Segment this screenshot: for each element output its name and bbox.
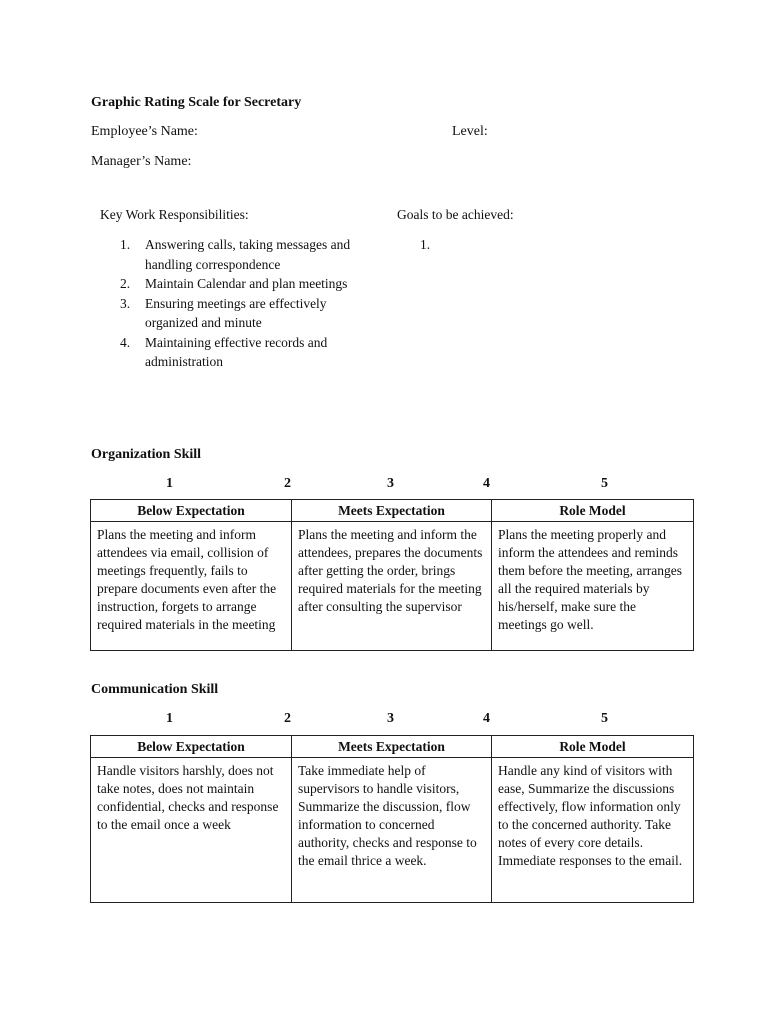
cell-meets-expectation: Take immediate help of supervisors to handle visitors, Summarize the discussion, flow information to concerned authority, checks and response to the email thrice a week. bbox=[292, 758, 492, 903]
goals-heading: Goals to be achieved: bbox=[397, 207, 514, 222]
list-number: 1. bbox=[120, 237, 131, 252]
header-below-expectation: Below Expectation bbox=[91, 500, 292, 522]
cell-role-model: Handle any kind of visitors with ease, Summarize the discussions effectively, flow information only to the concerned authority. Take notes of every core details. Immediate responses to the email. bbox=[492, 758, 694, 903]
table-row bbox=[91, 522, 694, 651]
cell-meets-expectation: Plans the meeting and inform the attendees, prepares the documents after getting the order, brings required materials for the meeting after consulting the supervisor bbox=[292, 522, 492, 651]
header-role-model: Role Model bbox=[492, 736, 694, 758]
scale-point-3: 3 bbox=[387, 711, 394, 726]
cell-below-expectation: Plans the meeting and inform attendees via email, collision of meetings frequently, fails to prepare documents even after the instruction, forgets to arrange required materials in the meeting bbox=[91, 522, 292, 651]
cell-role-model: Plans the meeting properly and inform the attendees and reminds them before the meeting, arranges all the required materials by his/herself, make sure the meetings go well. bbox=[492, 522, 694, 651]
scale-point-1: 1 bbox=[166, 711, 173, 726]
communication-rating-table bbox=[90, 735, 694, 903]
list-text: Maintaining effective records and administration bbox=[145, 334, 328, 369]
scale-point-5: 5 bbox=[601, 476, 608, 491]
cell-below-expectation: Handle visitors harshly, does not take notes, does not maintain confidential, checks and response to the email once a week bbox=[91, 758, 292, 903]
section-title-communication: Communication Skill bbox=[91, 682, 219, 697]
table-header-row bbox=[91, 500, 694, 522]
list-item bbox=[120, 294, 380, 333]
list-number: 2. bbox=[120, 276, 131, 291]
scale-point-3: 3 bbox=[387, 476, 394, 491]
section-title-organization: Organization Skill bbox=[91, 447, 202, 462]
list-text: Maintain Calendar and plan meetings bbox=[145, 276, 348, 291]
scale-point-2: 2 bbox=[284, 476, 291, 491]
page-title: Graphic Rating Scale for Secretary bbox=[91, 95, 302, 110]
employee-name-label: Employee’s Name: bbox=[91, 124, 198, 139]
list-item bbox=[120, 274, 380, 294]
list-number: 3. bbox=[120, 295, 131, 311]
list-text: Ensuring meetings are effectively organized and minute bbox=[145, 295, 327, 330]
responsibilities-list bbox=[120, 235, 380, 372]
header-meets-expectation: Meets Expectation bbox=[292, 736, 492, 758]
scale-point-4: 4 bbox=[483, 476, 490, 491]
list-item bbox=[120, 235, 380, 274]
table-row bbox=[91, 758, 694, 903]
list-item bbox=[120, 333, 380, 372]
header-below-expectation: Below Expectation bbox=[91, 736, 292, 758]
scale-point-1: 1 bbox=[166, 476, 173, 491]
table-header-row bbox=[91, 736, 694, 758]
header-role-model: Role Model bbox=[492, 500, 694, 522]
list-text: Answering calls, taking messages and handling correspondence bbox=[145, 237, 351, 272]
header-meets-expectation: Meets Expectation bbox=[292, 500, 492, 522]
scale-point-4: 4 bbox=[483, 711, 490, 726]
scale-point-5: 5 bbox=[601, 711, 608, 726]
manager-name-label: Manager’s Name: bbox=[91, 154, 192, 169]
level-label: Level: bbox=[452, 124, 488, 139]
organization-rating-table bbox=[90, 499, 694, 651]
scale-point-2: 2 bbox=[284, 711, 291, 726]
goal-number: 1. bbox=[420, 237, 431, 252]
responsibilities-heading: Key Work Responsibilities: bbox=[100, 207, 249, 222]
list-number: 4. bbox=[120, 334, 131, 350]
